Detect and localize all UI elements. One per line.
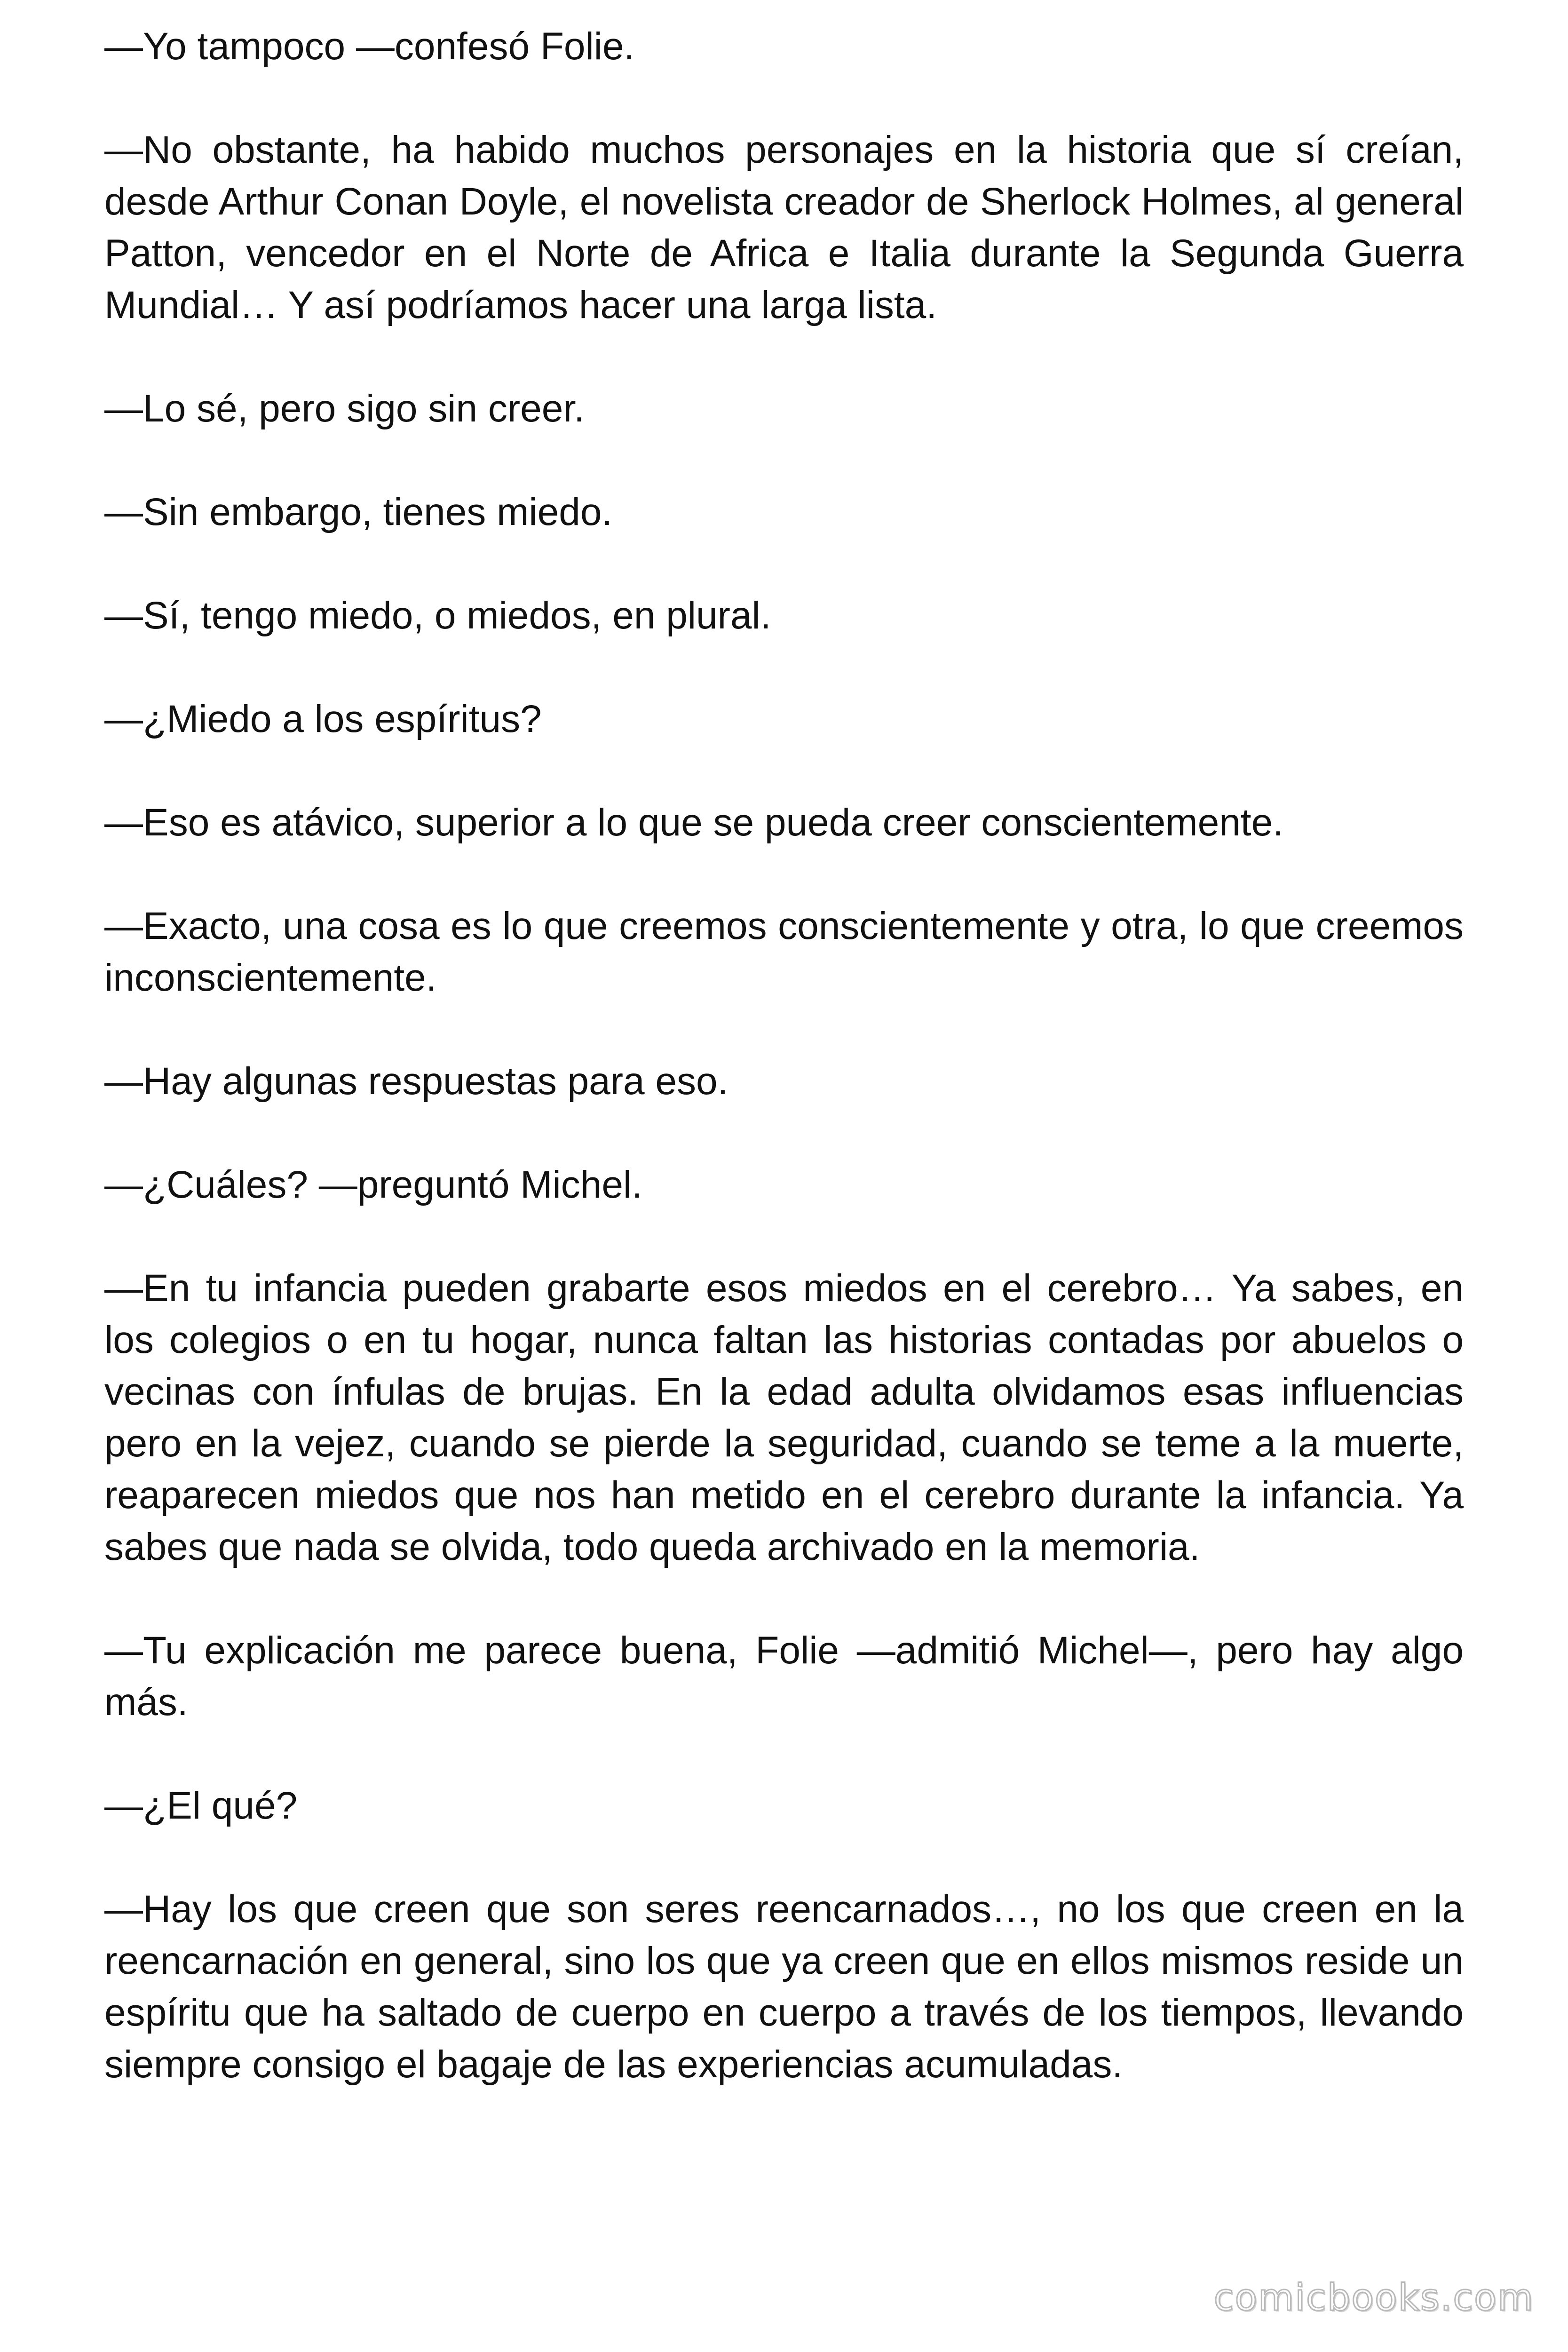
paragraph-2: —No obstante, ha habido muchos personajes en la historia que sí creían, desde Arthur Conan Doyle, el novelista creador de Sherlock Holmes, al general Patton, vencedor en el Norte de Africa e Italia durante la Segunda Guerra Mundial… Y así podríamos hacer una larga lista. (104, 128, 1464, 326)
paragraph-13: —¿El qué? (104, 1784, 298, 1827)
paragraph-5: —Sí, tengo miedo, o miedos, en plural. (104, 594, 771, 637)
page-body (104, 21, 1464, 2090)
paragraph-7: —Eso es atávico, superior a lo que se pueda creer conscientemente. (104, 801, 1283, 844)
paragraph-4: —Sin embargo, tienes miedo. (104, 491, 613, 533)
paragraph-1: —Yo tampoco —confesó Folie. (104, 25, 635, 68)
watermark: comicbooks.com (1213, 2277, 1534, 2319)
paragraph-8: —Exacto, una cosa es lo que creemos conscientemente y otra, lo que creemos inconscientemente. (104, 905, 1464, 999)
paragraph-3: —Lo sé, pero sigo sin creer. (104, 387, 585, 430)
paragraph-11: —En tu infancia pueden grabarte esos miedos en el cerebro… Ya sabes, en los colegios o en tu hogar, nunca faltan las historias contadas por abuelos o vecinas con ínfulas de brujas. En la edad adulta olvidamos esas influencias pero en la vejez, cuando se pierde la seguridad, cuando se teme a la muerte, reaparecen miedos que nos han metido en el cerebro durante la infancia. Ya sabes que nada se olvida, todo queda archivado en la memoria. (104, 1267, 1464, 1568)
paragraph-9: —Hay algunas respuestas para eso. (104, 1060, 729, 1103)
paragraph-6: —¿Miedo a los espíritus? (104, 698, 542, 740)
paragraph-12: —Tu explicación me parece buena, Folie —admitió Michel—, pero hay algo más. (104, 1629, 1464, 1724)
paragraph-14: —Hay los que creen que son seres reencarnados…, no los que creen en la reencarnación en general, sino los que ya creen que en ellos mismos reside un espíritu que ha saltado de cuerpo en cuerpo a través de los tiempos, llevando siempre consigo el bagaje de las experiencias acumuladas. (104, 1888, 1464, 2086)
paragraph-10: —¿Cuáles? —preguntó Michel. (104, 1163, 642, 1206)
